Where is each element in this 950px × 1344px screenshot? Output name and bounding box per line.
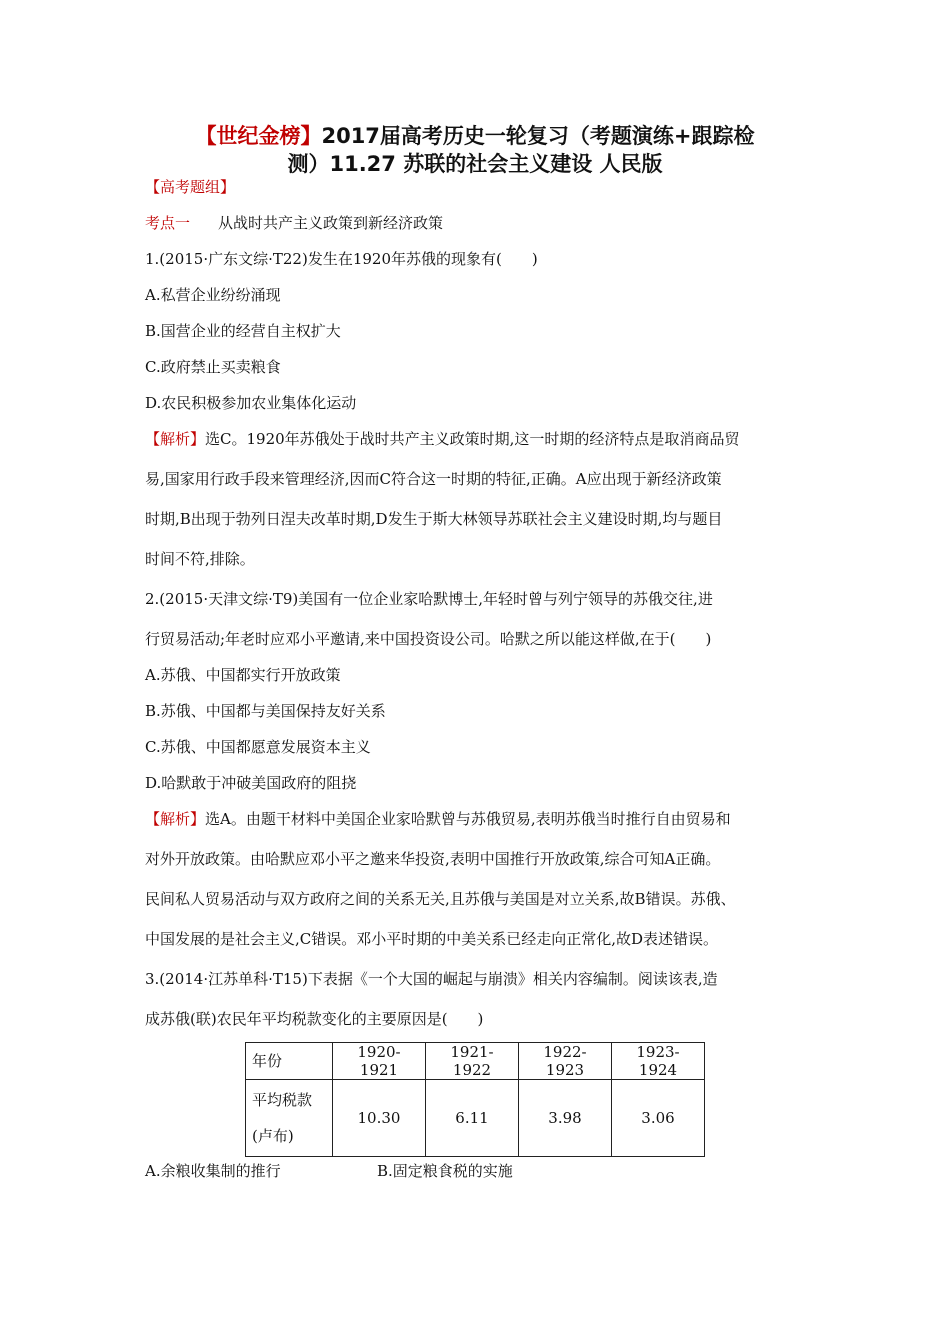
table-year-cell: 1923-1924	[612, 1043, 705, 1080]
table-header-label: 年份	[246, 1043, 333, 1080]
q2-stem-line1: 2.(2015·天津文综·T9)美国有一位企业家哈默博士,年轻时曾与列宁领导的苏俄交往,进	[145, 590, 713, 608]
q1-option-a: A.私营企业纷纷涌现	[145, 286, 281, 304]
point-title: 从战时共产主义政策到新经济政策	[218, 214, 444, 232]
q3-stem-line2: 成苏俄(联)农民年平均税款变化的主要原因是( )	[145, 1010, 484, 1028]
q2-analysis-text: 选A。由题干材料中美国企业家哈默曾与苏俄贸易,表明苏俄当时推行自由贸易和	[205, 810, 731, 828]
table-header-row	[246, 1043, 705, 1080]
q1-option-d: D.农民积极参加农业集体化运动	[145, 394, 357, 412]
q1-analysis-text: 选C。1920年苏俄处于战时共产主义政策时期,这一时期的经济特点是取消商品贸	[205, 430, 740, 448]
table-row-label-2: (卢布)	[252, 1127, 294, 1145]
table-row-label-1: 平均税款	[252, 1091, 313, 1109]
q2-analysis-line3: 民间私人贸易活动与双方政府之间的关系无关,且苏俄与美国是对立关系,故B错误。苏俄、	[145, 890, 736, 908]
q2-option-a: A.苏俄、中国都实行开放政策	[145, 666, 341, 684]
q3-option-a: A.余粮收集制的推行	[145, 1162, 281, 1180]
q1-analysis-line4: 时间不符,排除。	[145, 550, 255, 568]
q3-option-b: B.固定粮食税的实施	[377, 1162, 513, 1180]
analysis-tag: 【解析】	[145, 430, 206, 448]
group-label: 【高考题组】	[145, 178, 236, 196]
table-row-label	[246, 1080, 333, 1157]
table-value-cell: 10.30	[333, 1080, 426, 1157]
doc-title-line2: 测）11.27 苏联的社会主义建设 人民版	[287, 152, 663, 176]
title-text: 2017届高考历史一轮复习（考题演练+跟踪检	[321, 124, 755, 148]
table-value-row	[246, 1080, 705, 1157]
doc-title-line1	[100, 122, 850, 150]
q1-option-b: B.国营企业的经营自主权扩大	[145, 322, 341, 340]
q2-analysis-line2: 对外开放政策。由哈默应邓小平之邀来华投资,表明中国推行开放政策,综合可知A正确。	[145, 850, 721, 868]
title-brand: 【世纪金榜】	[195, 124, 322, 148]
q2-analysis-line1	[145, 808, 731, 830]
q2-option-d: D.哈默敢于冲破美国政府的阻挠	[145, 774, 357, 792]
q2-analysis-line4: 中国发展的是社会主义,C错误。邓小平时期的中美关系已经走向正常化,故D表述错误。	[145, 930, 719, 948]
section-heading	[145, 212, 443, 234]
table-value-cell: 3.98	[519, 1080, 612, 1157]
q2-option-b: B.苏俄、中国都与美国保持友好关系	[145, 702, 386, 720]
table-year-cell: 1920-1921	[333, 1043, 426, 1080]
q1-option-c: C.政府禁止买卖粮食	[145, 358, 281, 376]
tax-table	[245, 1042, 705, 1157]
point-label: 考点一	[145, 214, 191, 232]
q1-analysis-line1	[145, 428, 739, 450]
table-year-cell: 1921-1922	[426, 1043, 519, 1080]
table-value-cell: 3.06	[612, 1080, 705, 1157]
q1-stem: 1.(2015·广东文综·T22)发生在1920年苏俄的现象有( )	[145, 250, 538, 268]
q2-stem-line2: 行贸易活动;年老时应邓小平邀请,来中国投资设公司。哈默之所以能这样做,在于( )	[145, 630, 712, 648]
analysis-tag: 【解析】	[145, 810, 206, 828]
q1-analysis-line3: 时期,B出现于勃列日涅夫改革时期,D发生于斯大林领导苏联社会主义建设时期,均与题目	[145, 510, 723, 528]
q3-stem-line1: 3.(2014·江苏单科·T15)下表据《一个大国的崛起与崩溃》相关内容编制。阅读该表,造	[145, 970, 718, 988]
table-value-cell: 6.11	[426, 1080, 519, 1157]
q2-option-c: C.苏俄、中国都愿意发展资本主义	[145, 738, 371, 756]
table-year-cell: 1922-1923	[519, 1043, 612, 1080]
q1-analysis-line2: 易,国家用行政手段来管理经济,因而C符合这一时期的特征,正确。A应出现于新经济政策	[145, 470, 722, 488]
